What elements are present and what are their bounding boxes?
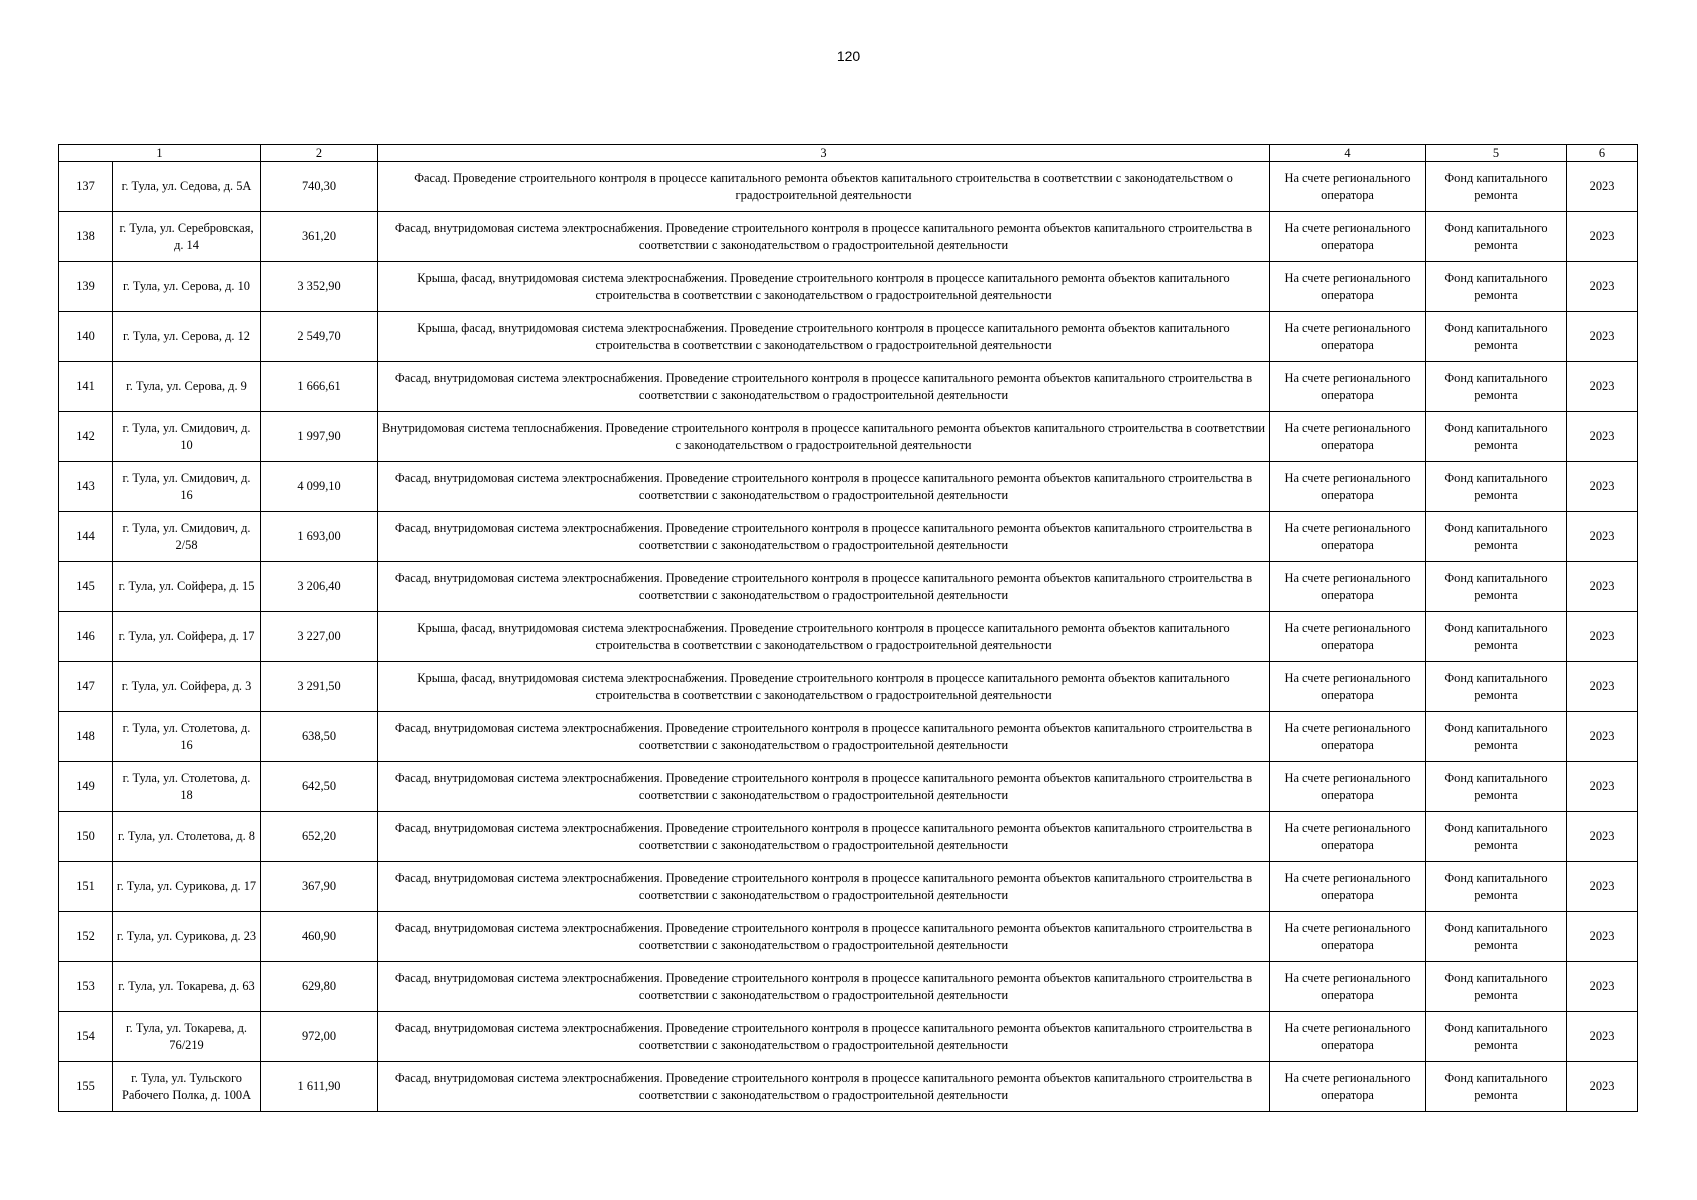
works-cell: Крыша, фасад, внутридомовая система электроснабжения. Проведение строительного контроля в процессе капитального ремонта объектов капитального строительства в соответствии с законодательством о градостроительной деятельности xyxy=(378,662,1270,712)
funding-source-cell: Фонд капитального ремонта xyxy=(1426,912,1567,962)
works-cell: Крыша, фасад, внутридомовая система электроснабжения. Проведение строительного контроля в процессе капитального ремонта объектов капитального строительства в соответствии с законодательством о градостроительной деятельности xyxy=(378,612,1270,662)
row-number: 149 xyxy=(59,762,113,812)
row-number: 140 xyxy=(59,312,113,362)
area-cell: 740,30 xyxy=(261,162,378,212)
column-number-row xyxy=(59,145,1638,162)
works-cell: Фасад, внутридомовая система электроснабжения. Проведение строительного контроля в процессе капитального ремонта объектов капитального строительства в соответствии с законодательством о градостроительной деятельности xyxy=(378,862,1270,912)
account-cell: На счете регионального оператора xyxy=(1270,812,1426,862)
row-number: 143 xyxy=(59,462,113,512)
year-cell: 2023 xyxy=(1567,262,1638,312)
column-header: 3 xyxy=(378,145,1270,162)
area-cell: 1 997,90 xyxy=(261,412,378,462)
address-cell: г. Тула, ул. Серова, д. 9 xyxy=(113,362,261,412)
address-cell: г. Тула, ул. Столетова, д. 18 xyxy=(113,762,261,812)
works-cell: Фасад, внутридомовая система электроснабжения. Проведение строительного контроля в процессе капитального ремонта объектов капитального строительства в соответствии с законодательством о градостроительной деятельности xyxy=(378,362,1270,412)
works-cell: Фасад, внутридомовая система электроснабжения. Проведение строительного контроля в процессе капитального ремонта объектов капитального строительства в соответствии с законодательством о градостроительной деятельности xyxy=(378,712,1270,762)
works-cell: Фасад, внутридомовая система электроснабжения. Проведение строительного контроля в процессе капитального ремонта объектов капитального строительства в соответствии с законодательством о градостроительной деятельности xyxy=(378,462,1270,512)
year-cell: 2023 xyxy=(1567,212,1638,262)
address-cell: г. Тула, ул. Столетова, д. 16 xyxy=(113,712,261,762)
table-row xyxy=(59,762,1638,812)
row-number: 144 xyxy=(59,512,113,562)
address-cell: г. Тула, ул. Седова, д. 5А xyxy=(113,162,261,212)
area-cell: 1 693,00 xyxy=(261,512,378,562)
account-cell: На счете регионального оператора xyxy=(1270,662,1426,712)
area-cell: 638,50 xyxy=(261,712,378,762)
area-cell: 2 549,70 xyxy=(261,312,378,362)
year-cell: 2023 xyxy=(1567,912,1638,962)
works-cell: Фасад, внутридомовая система электроснабжения. Проведение строительного контроля в процессе капитального ремонта объектов капитального строительства в соответствии с законодательством о градостроительной деятельности xyxy=(378,1062,1270,1112)
works-cell: Фасад, внутридомовая система электроснабжения. Проведение строительного контроля в процессе капитального ремонта объектов капитального строительства в соответствии с законодательством о градостроительной деятельности xyxy=(378,912,1270,962)
table-row xyxy=(59,1062,1638,1112)
table-row xyxy=(59,512,1638,562)
funding-source-cell: Фонд капитального ремонта xyxy=(1426,962,1567,1012)
address-cell: г. Тула, ул. Сойфера, д. 15 xyxy=(113,562,261,612)
funding-source-cell: Фонд капитального ремонта xyxy=(1426,662,1567,712)
address-cell: г. Тула, ул. Столетова, д. 8 xyxy=(113,812,261,862)
funding-source-cell: Фонд капитального ремонта xyxy=(1426,412,1567,462)
address-cell: г. Тула, ул. Токарева, д. 63 xyxy=(113,962,261,1012)
table-row xyxy=(59,912,1638,962)
account-cell: На счете регионального оператора xyxy=(1270,762,1426,812)
address-cell: г. Тула, ул. Серебровская, д. 14 xyxy=(113,212,261,262)
capital-repair-table xyxy=(58,144,1638,1112)
column-header: 1 xyxy=(59,145,261,162)
year-cell: 2023 xyxy=(1567,1062,1638,1112)
area-cell: 3 227,00 xyxy=(261,612,378,662)
area-cell: 361,20 xyxy=(261,212,378,262)
area-cell: 4 099,10 xyxy=(261,462,378,512)
table-row xyxy=(59,712,1638,762)
table-row xyxy=(59,1012,1638,1062)
address-cell: г. Тула, ул. Серова, д. 12 xyxy=(113,312,261,362)
year-cell: 2023 xyxy=(1567,1012,1638,1062)
account-cell: На счете регионального оператора xyxy=(1270,712,1426,762)
funding-source-cell: Фонд капитального ремонта xyxy=(1426,462,1567,512)
funding-source-cell: Фонд капитального ремонта xyxy=(1426,862,1567,912)
account-cell: На счете регионального оператора xyxy=(1270,212,1426,262)
year-cell: 2023 xyxy=(1567,962,1638,1012)
row-number: 153 xyxy=(59,962,113,1012)
funding-source-cell: Фонд капитального ремонта xyxy=(1426,262,1567,312)
row-number: 151 xyxy=(59,862,113,912)
area-cell: 367,90 xyxy=(261,862,378,912)
account-cell: На счете регионального оператора xyxy=(1270,512,1426,562)
account-cell: На счете регионального оператора xyxy=(1270,462,1426,512)
address-cell: г. Тула, ул. Токарева, д. 76/219 xyxy=(113,1012,261,1062)
row-number: 137 xyxy=(59,162,113,212)
table-row xyxy=(59,162,1638,212)
account-cell: На счете регионального оператора xyxy=(1270,412,1426,462)
row-number: 147 xyxy=(59,662,113,712)
address-cell: г. Тула, ул. Сойфера, д. 17 xyxy=(113,612,261,662)
area-cell: 972,00 xyxy=(261,1012,378,1062)
row-number: 154 xyxy=(59,1012,113,1062)
funding-source-cell: Фонд капитального ремонта xyxy=(1426,762,1567,812)
year-cell: 2023 xyxy=(1567,362,1638,412)
table-row xyxy=(59,612,1638,662)
account-cell: На счете регионального оператора xyxy=(1270,862,1426,912)
table-row xyxy=(59,262,1638,312)
year-cell: 2023 xyxy=(1567,712,1638,762)
row-number: 142 xyxy=(59,412,113,462)
account-cell: На счете регионального оператора xyxy=(1270,1062,1426,1112)
account-cell: На счете регионального оператора xyxy=(1270,162,1426,212)
row-number: 145 xyxy=(59,562,113,612)
table-row xyxy=(59,812,1638,862)
year-cell: 2023 xyxy=(1567,512,1638,562)
works-cell: Фасад, внутридомовая система электроснабжения. Проведение строительного контроля в процессе капитального ремонта объектов капитального строительства в соответствии с законодательством о градостроительной деятельности xyxy=(378,562,1270,612)
table-row xyxy=(59,962,1638,1012)
funding-source-cell: Фонд капитального ремонта xyxy=(1426,712,1567,762)
account-cell: На счете регионального оператора xyxy=(1270,312,1426,362)
address-cell: г. Тула, ул. Серова, д. 10 xyxy=(113,262,261,312)
column-header: 5 xyxy=(1426,145,1567,162)
column-header: 6 xyxy=(1567,145,1638,162)
year-cell: 2023 xyxy=(1567,162,1638,212)
funding-source-cell: Фонд капитального ремонта xyxy=(1426,512,1567,562)
works-cell: Фасад, внутридомовая система электроснабжения. Проведение строительного контроля в процессе капитального ремонта объектов капитального строительства в соответствии с законодательством о градостроительной деятельности xyxy=(378,812,1270,862)
address-cell: г. Тула, ул. Сойфера, д. 3 xyxy=(113,662,261,712)
year-cell: 2023 xyxy=(1567,862,1638,912)
area-cell: 1 666,61 xyxy=(261,362,378,412)
table-row xyxy=(59,462,1638,512)
works-cell: Крыша, фасад, внутридомовая система электроснабжения. Проведение строительного контроля в процессе капитального ремонта объектов капитального строительства в соответствии с законодательством о градостроительной деятельности xyxy=(378,262,1270,312)
funding-source-cell: Фонд капитального ремонта xyxy=(1426,1012,1567,1062)
address-cell: г. Тула, ул. Тульского Рабочего Полка, д. 100А xyxy=(113,1062,261,1112)
row-number: 150 xyxy=(59,812,113,862)
account-cell: На счете регионального оператора xyxy=(1270,562,1426,612)
funding-source-cell: Фонд капитального ремонта xyxy=(1426,212,1567,262)
table-row xyxy=(59,362,1638,412)
area-cell: 642,50 xyxy=(261,762,378,812)
funding-source-cell: Фонд капитального ремонта xyxy=(1426,812,1567,862)
row-number: 146 xyxy=(59,612,113,662)
column-header: 4 xyxy=(1270,145,1426,162)
year-cell: 2023 xyxy=(1567,312,1638,362)
area-cell: 629,80 xyxy=(261,962,378,1012)
area-cell: 460,90 xyxy=(261,912,378,962)
funding-source-cell: Фонд капитального ремонта xyxy=(1426,162,1567,212)
year-cell: 2023 xyxy=(1567,612,1638,662)
address-cell: г. Тула, ул. Сурикова, д. 23 xyxy=(113,912,261,962)
row-number: 152 xyxy=(59,912,113,962)
works-cell: Фасад, внутридомовая система электроснабжения. Проведение строительного контроля в процессе капитального ремонта объектов капитального строительства в соответствии с законодательством о градостроительной деятельности xyxy=(378,962,1270,1012)
address-cell: г. Тула, ул. Смидович, д. 16 xyxy=(113,462,261,512)
works-cell: Фасад. Проведение строительного контроля в процессе капитального ремонта объектов капитального строительства в соответствии с законодательством о градостроительной деятельности xyxy=(378,162,1270,212)
funding-source-cell: Фонд капитального ремонта xyxy=(1426,1062,1567,1112)
area-cell: 3 352,90 xyxy=(261,262,378,312)
account-cell: На счете регионального оператора xyxy=(1270,362,1426,412)
works-cell: Фасад, внутридомовая система электроснабжения. Проведение строительного контроля в процессе капитального ремонта объектов капитального строительства в соответствии с законодательством о градостроительной деятельности xyxy=(378,1012,1270,1062)
address-cell: г. Тула, ул. Смидович, д. 10 xyxy=(113,412,261,462)
works-cell: Фасад, внутридомовая система электроснабжения. Проведение строительного контроля в процессе капитального ремонта объектов капитального строительства в соответствии с законодательством о градостроительной деятельности xyxy=(378,212,1270,262)
funding-source-cell: Фонд капитального ремонта xyxy=(1426,362,1567,412)
funding-source-cell: Фонд капитального ремонта xyxy=(1426,612,1567,662)
table-row xyxy=(59,212,1638,262)
account-cell: На счете регионального оператора xyxy=(1270,612,1426,662)
table-row xyxy=(59,662,1638,712)
table-row xyxy=(59,862,1638,912)
year-cell: 2023 xyxy=(1567,762,1638,812)
row-number: 155 xyxy=(59,1062,113,1112)
row-number: 141 xyxy=(59,362,113,412)
area-cell: 3 206,40 xyxy=(261,562,378,612)
address-cell: г. Тула, ул. Сурикова, д. 17 xyxy=(113,862,261,912)
table-row xyxy=(59,312,1638,362)
works-cell: Фасад, внутридомовая система электроснабжения. Проведение строительного контроля в процессе капитального ремонта объектов капитального строительства в соответствии с законодательством о градостроительной деятельности xyxy=(378,512,1270,562)
row-number: 139 xyxy=(59,262,113,312)
account-cell: На счете регионального оператора xyxy=(1270,962,1426,1012)
funding-source-cell: Фонд капитального ремонта xyxy=(1426,312,1567,362)
account-cell: На счете регионального оператора xyxy=(1270,262,1426,312)
page-number: 120 xyxy=(836,48,861,64)
column-header: 2 xyxy=(261,145,378,162)
row-number: 148 xyxy=(59,712,113,762)
works-cell: Крыша, фасад, внутридомовая система электроснабжения. Проведение строительного контроля в процессе капитального ремонта объектов капитального строительства в соответствии с законодательством о градостроительной деятельности xyxy=(378,312,1270,362)
year-cell: 2023 xyxy=(1567,462,1638,512)
table-row xyxy=(59,562,1638,612)
year-cell: 2023 xyxy=(1567,562,1638,612)
year-cell: 2023 xyxy=(1567,662,1638,712)
year-cell: 2023 xyxy=(1567,412,1638,462)
account-cell: На счете регионального оператора xyxy=(1270,1012,1426,1062)
area-cell: 3 291,50 xyxy=(261,662,378,712)
works-cell: Фасад, внутридомовая система электроснабжения. Проведение строительного контроля в процессе капитального ремонта объектов капитального строительства в соответствии с законодательством о градостроительной деятельности xyxy=(378,762,1270,812)
works-cell: Внутридомовая система теплоснабжения. Проведение строительного контроля в процессе капитального ремонта объектов капитального строительства в соответствии с законодательством о градостроительной деятельности xyxy=(378,412,1270,462)
area-cell: 652,20 xyxy=(261,812,378,862)
funding-source-cell: Фонд капитального ремонта xyxy=(1426,562,1567,612)
address-cell: г. Тула, ул. Смидович, д. 2/58 xyxy=(113,512,261,562)
account-cell: На счете регионального оператора xyxy=(1270,912,1426,962)
table-row xyxy=(59,412,1638,462)
year-cell: 2023 xyxy=(1567,812,1638,862)
row-number: 138 xyxy=(59,212,113,262)
area-cell: 1 611,90 xyxy=(261,1062,378,1112)
